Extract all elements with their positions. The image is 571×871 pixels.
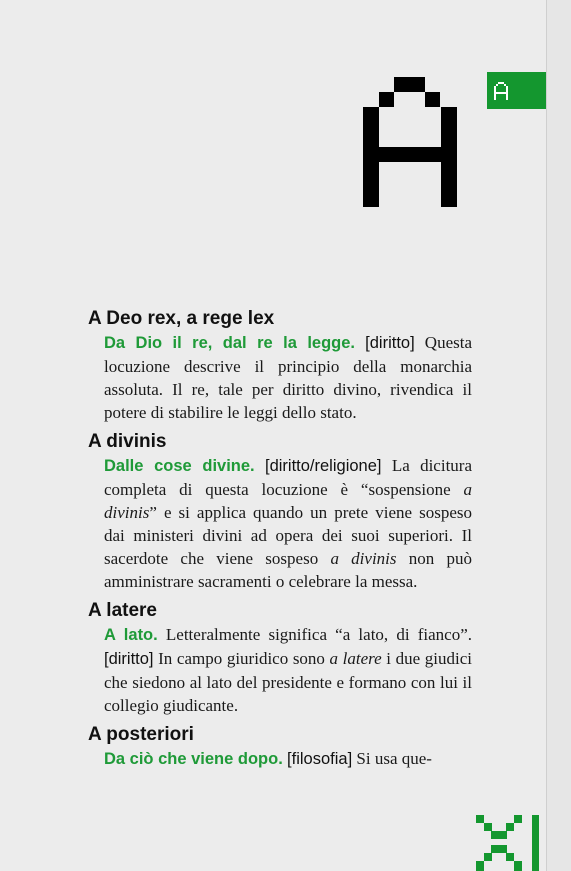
entry-text-italic: a divinis [104,480,472,522]
entry-translation: Da Dio il re, dal re la legge. [104,334,356,352]
entry-category: [diritto/religione] [265,457,382,475]
entry-text: Letteralmente significa “a lato, di fianco”. [157,625,472,644]
entry-translation: A lato. [104,626,158,644]
thumb-index-tab[interactable] [487,72,546,109]
entry-body [104,331,472,424]
entry-headword: A Deo rex, a rege lex [88,308,275,329]
entry-text: La dicitura completa di questa locuzione è “sospensione [104,456,473,499]
entry-text: Questa locuzione descrive il principio della monarchia assoluta. Il re, tale per diritto divino, rivendica il potere di stabilire le leggi dello stato. [104,333,473,422]
entry-text: non può amministrare sacramenti o celebrare la messa. [104,549,472,591]
entry-translation: Dalle cose divine. [104,457,255,475]
entry-text: In campo giuridico sono [153,649,330,668]
section-letter-glyph [363,77,457,207]
entry-text: ” e si applica quando un prete viene sospeso dai ministeri divini ad opera dei suoi superiori. Il sacerdote che viene sospeso [104,503,472,568]
entry-translation: Da ciò che viene dopo. [104,750,283,768]
entry-body [104,623,472,717]
page-number-glyph [476,815,540,871]
entry-category: [diritto] [365,334,415,352]
entry-body [104,454,472,593]
entry-a-posteriori [88,723,472,771]
page-margin-strip [546,0,571,871]
entry-headword: A divinis [88,431,167,452]
tab-letter-glyph [494,82,508,100]
dictionary-entries [88,307,472,777]
entry-a-divinis [88,430,472,593]
entry-text: i due giudici che siedono al lato del presidente e formano con lui il collegio giudicante. [104,649,472,715]
entry-text-italic: a divinis [330,549,397,568]
entry-headword: A posteriori [88,724,194,745]
entry-text-italic: a latere [329,649,382,668]
entry-a-latere [88,599,472,717]
entry-category: [filosofia] [287,750,353,768]
entry-headword: A latere [88,600,157,621]
entry-body [104,747,472,771]
entry-text: Si usa que- [352,749,432,768]
entry-a-deo-rex [88,307,472,424]
entry-category: [diritto] [104,650,154,668]
